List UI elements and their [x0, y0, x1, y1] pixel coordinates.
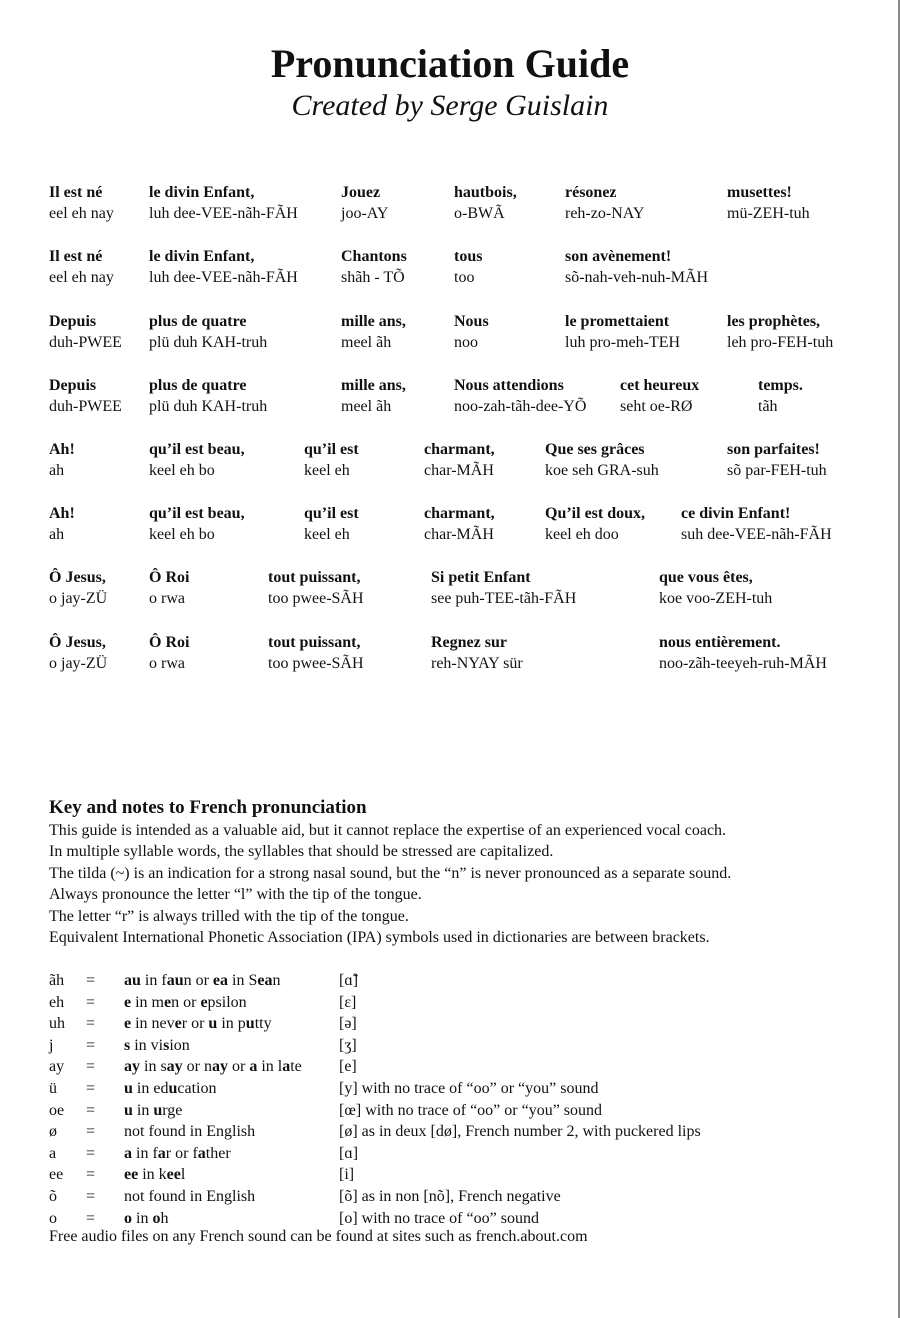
example-highlight: e — [164, 993, 172, 1011]
lyric-phrase — [149, 183, 298, 224]
lyric-phrase — [268, 633, 364, 674]
example-highlight: a — [197, 1144, 206, 1162]
symbol-row — [49, 970, 869, 992]
lyric-phrase — [454, 183, 517, 224]
phonetic-text: luh pro-meh-TEH — [565, 334, 681, 351]
example-highlight: o — [124, 1209, 132, 1227]
example-text: in — [132, 1209, 153, 1227]
lyric-phrase — [49, 247, 114, 288]
phonetic-text: too pwee-SÃH — [268, 590, 364, 607]
french-text: son avènement! — [565, 248, 672, 265]
lyric-phrase — [49, 633, 107, 674]
lyric-phrase — [727, 183, 810, 224]
french-text: Si petit Enfant — [431, 569, 531, 586]
lyric-phrase — [758, 376, 803, 417]
lyric-phrase — [431, 633, 523, 674]
phonetic-text: char-MÃH — [424, 526, 494, 543]
ipa-symbol: [y] with no trace of “oo” or “you” sound — [339, 1079, 599, 1097]
symbol-row — [49, 1013, 869, 1035]
key-note: Always pronounce the letter “l” with the tip of the tongue. — [49, 886, 422, 904]
symbol: j — [49, 1036, 54, 1054]
lyric-phrase — [454, 247, 482, 288]
lyric-phrase — [565, 312, 680, 353]
key-note: This guide is intended as a valuable aid, but it cannot replace the expertise of an experienced vocal coach. — [49, 822, 727, 839]
lyric-phrase — [659, 568, 772, 609]
symbol: õ — [49, 1187, 57, 1205]
lyric-phrase — [149, 247, 298, 288]
lyric-phrase — [49, 568, 107, 609]
example-highlight: u — [124, 1101, 133, 1119]
key-note: The tilda (~) is an indication for a strong nasal sound, but the “n” is never pronounced as a separate sound. — [49, 864, 732, 882]
french-text: musettes! — [727, 184, 792, 201]
french-text: Depuis — [49, 313, 97, 330]
lyric-phrase — [565, 183, 644, 224]
example-highlight: a — [157, 1144, 166, 1162]
example-highlight: a — [282, 1058, 291, 1076]
ipa-symbol: [ɑ̃] — [339, 972, 359, 989]
french-text: temps. — [758, 377, 803, 394]
example-text: in m — [131, 993, 164, 1011]
french-text: Ô Roi — [149, 569, 190, 586]
example-text: ther — [205, 1144, 231, 1162]
lyric-phrase — [149, 633, 189, 674]
key-note: The letter “r” is always trilled with the tip of the tongue. — [49, 907, 409, 925]
lyric-phrase — [304, 504, 359, 545]
example-text: l — [180, 1166, 186, 1184]
phonetic-text: plü duh KAH-truh — [149, 398, 268, 415]
example-highlight: au — [124, 972, 141, 989]
phonetic-text: sõ-nah-veh-nuh-MÃH — [565, 269, 709, 286]
lyric-phrase — [341, 247, 407, 288]
lyric-phrase — [620, 376, 699, 417]
equals-sign: = — [86, 1187, 96, 1205]
lyric-phrase — [149, 312, 267, 353]
french-text: charmant, — [424, 505, 495, 522]
equals-sign: = — [86, 1166, 96, 1184]
example-highlight: ee — [166, 1166, 181, 1184]
lyric-phrase — [424, 440, 495, 481]
phonetic-text: meel ãh — [341, 334, 392, 351]
symbol-table — [49, 970, 869, 1229]
phonetic-text: noo — [454, 334, 478, 351]
french-text: Ô Jesus, — [49, 569, 106, 586]
example-text: in ed — [132, 1079, 169, 1097]
phonetic-text: o rwa — [149, 590, 185, 607]
phonetic-text: leh pro-FEH-tuh — [727, 334, 834, 351]
example-highlight: u — [124, 1079, 133, 1097]
phonetic-text: duh-PWEE — [49, 398, 122, 415]
lyric-phrase — [49, 440, 75, 481]
phonetic-text: noo-zãh-teeyeh-ruh-MÃH — [659, 655, 827, 672]
symbol-row — [49, 1164, 869, 1186]
symbol: ü — [49, 1079, 57, 1097]
lyric-phrase — [545, 440, 659, 481]
key-note: In multiple syllable words, the syllables that should be stressed are capitalized. — [49, 843, 554, 861]
phonetic-text: reh-NYAY sür — [431, 655, 523, 672]
french-text: plus de quatre — [149, 313, 247, 330]
lyric-phrase — [49, 376, 122, 417]
lyric-phrase — [681, 504, 832, 545]
equals-sign: = — [86, 1036, 96, 1054]
phonetic-text: sõ par-FEH-tuh — [727, 462, 827, 479]
example-highlight: e — [124, 993, 132, 1011]
symbol: o — [49, 1209, 57, 1227]
example-text: in f — [140, 972, 167, 989]
example-text: ion — [169, 1036, 190, 1054]
french-text: charmant, — [424, 441, 495, 458]
phonetic-text: keel eh doo — [545, 526, 619, 543]
example-text: in s — [140, 1058, 167, 1076]
example-text: in p — [217, 1015, 246, 1033]
phonetic-text: o jay-ZÜ — [49, 655, 108, 672]
equals-sign: = — [86, 1209, 96, 1227]
example-highlight: ay — [124, 1058, 140, 1076]
lyric-phrase — [454, 312, 489, 353]
phonetic-text: too — [454, 269, 475, 286]
phonetic-text: meel ãh — [341, 398, 392, 415]
example-text: in — [132, 1101, 154, 1119]
equals-sign: = — [86, 1144, 96, 1162]
symbol: ee — [49, 1166, 64, 1184]
french-text: Jouez — [341, 184, 381, 201]
symbol-row — [49, 992, 869, 1014]
example-highlight: ea — [212, 972, 229, 989]
example-text: cation — [177, 1079, 217, 1097]
ipa-symbol: [œ] with no trace of “oo” or “you” sound — [339, 1101, 603, 1119]
english-example — [124, 1143, 231, 1165]
page-subtitle: Created by Serge Guislain — [291, 89, 609, 122]
phonetic-text: keel eh — [304, 462, 350, 479]
lyric-phrase — [149, 504, 245, 545]
phonetic-text: seht oe-RØ — [620, 398, 693, 415]
french-text: qu’il est — [304, 441, 359, 458]
lyric-phrase — [304, 440, 359, 481]
example-text: in k — [138, 1166, 167, 1184]
example-text: n — [272, 972, 281, 989]
symbol: ãh — [49, 972, 65, 989]
phonetic-text: shãh - TÕ — [341, 269, 405, 286]
equals-sign: = — [86, 1101, 96, 1119]
french-text: Il est né — [49, 184, 103, 201]
symbol-row — [49, 1186, 869, 1208]
phonetic-text: see puh-TEE-tãh-FÃH — [431, 590, 577, 607]
symbol-row — [49, 1078, 869, 1100]
example-text: not found in English — [124, 1123, 256, 1141]
example-highlight: u — [153, 1101, 163, 1119]
ipa-symbol: [e] — [339, 1058, 357, 1076]
example-text: n or — [183, 972, 213, 989]
french-text: Chantons — [341, 248, 407, 265]
lyric-phrase — [341, 376, 406, 417]
symbol: eh — [49, 993, 65, 1011]
french-text: tout puissant, — [268, 569, 361, 586]
english-example — [124, 1186, 255, 1208]
phonetic-text: too pwee-SÃH — [268, 655, 364, 672]
phonetic-text: suh dee-VEE-nãh-FÃH — [681, 526, 832, 543]
example-text: tty — [254, 1015, 272, 1033]
lyric-phrase — [727, 440, 827, 481]
lyric-phrase — [424, 504, 495, 545]
lyric-phrase — [341, 183, 388, 224]
french-text: Ô Jesus, — [49, 634, 106, 651]
example-highlight: ea — [257, 972, 273, 989]
english-example — [124, 1056, 302, 1078]
key-section — [49, 796, 869, 948]
symbol: a — [49, 1144, 57, 1162]
english-example — [124, 1035, 190, 1057]
french-text: Ô Roi — [149, 634, 190, 651]
example-text: n or — [171, 993, 201, 1011]
lyric-phrase — [454, 376, 586, 417]
french-text: Depuis — [49, 377, 97, 394]
phonetic-text: luh dee-VEE-nãh-FÃH — [149, 269, 298, 286]
phonetic-text: tãh — [758, 398, 778, 415]
ipa-symbol: [ø] as in deux [dø], French number 2, with puckered lips — [339, 1123, 701, 1141]
french-text: qu’il est beau, — [149, 441, 245, 458]
french-text: son parfaites! — [727, 441, 820, 458]
phonetic-text: plü duh KAH-truh — [149, 334, 268, 351]
english-example — [124, 1121, 255, 1143]
phonetic-text: ah — [49, 462, 65, 479]
example-highlight: a — [124, 1144, 132, 1162]
footer-note: Free audio files on any French sound can be found at sites such as french.about.com — [49, 1228, 588, 1245]
lyric-phrase — [49, 183, 114, 224]
symbol-row — [49, 1056, 869, 1078]
equals-sign: = — [86, 1079, 96, 1097]
french-text: le divin Enfant, — [149, 248, 255, 265]
ipa-symbol: [i] — [339, 1166, 355, 1184]
phonetic-text: ah — [49, 526, 65, 543]
phonetic-text: keel eh bo — [149, 526, 215, 543]
example-highlight: s — [163, 1036, 170, 1054]
symbol: ay — [49, 1058, 65, 1076]
symbol-row — [49, 1035, 869, 1057]
french-text: tout puissant, — [268, 634, 361, 651]
example-highlight: e — [124, 1015, 132, 1033]
phonetic-text: koe seh GRA-suh — [545, 462, 659, 479]
equals-sign: = — [86, 993, 96, 1011]
example-text: in l — [257, 1058, 283, 1076]
french-text: plus de quatre — [149, 377, 247, 394]
phonetic-text: mü-ZEH-tuh — [727, 205, 810, 222]
english-example — [124, 1100, 182, 1122]
phonetic-text: joo-AY — [341, 205, 389, 222]
lyric-phrase — [545, 504, 645, 545]
english-example — [124, 970, 280, 992]
lyric-phrase — [149, 376, 267, 417]
french-text: ce divin Enfant! — [681, 505, 791, 522]
lyric-phrase — [49, 504, 75, 545]
example-highlight: u — [208, 1015, 218, 1033]
symbol: ø — [49, 1123, 57, 1141]
example-highlight: au — [166, 972, 184, 989]
lyric-phrase — [149, 440, 245, 481]
french-text: mille ans, — [341, 313, 406, 330]
symbol-row — [49, 1143, 869, 1165]
french-text: Il est né — [49, 248, 103, 265]
symbol: oe — [49, 1101, 65, 1119]
example-highlight: u — [245, 1015, 255, 1033]
french-text: Qu’il est doux, — [545, 505, 646, 522]
example-text: h — [160, 1209, 169, 1227]
french-text: Nous — [454, 313, 489, 330]
example-text: rge — [162, 1101, 183, 1119]
french-text: Ah! — [49, 505, 75, 522]
phonetic-text: noo-zah-tãh-dee-YÕ — [454, 398, 587, 415]
example-highlight: e — [174, 1015, 182, 1033]
example-text: not found in English — [124, 1187, 256, 1205]
ipa-symbol: [ɑ] — [339, 1144, 359, 1162]
equals-sign: = — [86, 1123, 96, 1141]
french-text: qu’il est beau, — [149, 505, 245, 522]
lyric-phrase — [727, 312, 833, 353]
equals-sign: = — [86, 972, 96, 989]
french-text: tous — [454, 248, 483, 265]
french-text: Regnez sur — [431, 634, 507, 651]
example-text: or — [228, 1058, 250, 1076]
lyric-phrase — [268, 568, 364, 609]
example-highlight: ee — [124, 1166, 139, 1184]
example-text: te — [290, 1058, 302, 1076]
french-text: le divin Enfant, — [149, 184, 255, 201]
lyric-phrase — [431, 568, 576, 609]
french-text: le promettaient — [565, 313, 670, 330]
lyric-phrase — [659, 633, 827, 674]
french-text: que vous êtes, — [659, 569, 753, 586]
example-text: in nev — [131, 1015, 175, 1033]
equals-sign: = — [86, 1058, 96, 1076]
french-text: Que ses grâces — [545, 441, 645, 458]
example-highlight: o — [152, 1209, 161, 1227]
french-text: nous entièrement. — [659, 634, 781, 651]
lyric-phrase — [49, 312, 122, 353]
phonetic-text: duh-PWEE — [49, 334, 122, 351]
phonetic-text: char-MÃH — [424, 462, 494, 479]
example-text: in vi — [130, 1036, 164, 1054]
french-text: mille ans, — [341, 377, 406, 394]
french-text: hautbois, — [454, 184, 517, 201]
english-example — [124, 1013, 272, 1035]
symbol-row — [49, 1121, 869, 1143]
example-highlight: ay — [212, 1058, 228, 1076]
ipa-symbol: [o] with no trace of “oo” sound — [339, 1209, 539, 1227]
key-note: Equivalent International Phonetic Association (IPA) symbols used in dictionaries are between brackets. — [49, 929, 710, 947]
phonetic-text: o rwa — [149, 655, 185, 672]
french-text: Nous attendions — [454, 377, 564, 394]
symbol: uh — [49, 1015, 65, 1033]
english-example — [124, 1078, 216, 1100]
example-text: in S — [228, 972, 258, 989]
page-title: Pronunciation Guide — [270, 41, 630, 86]
example-highlight: s — [124, 1036, 131, 1054]
phonetic-text: keel eh bo — [149, 462, 215, 479]
ipa-symbol: [ɛ] — [339, 993, 357, 1011]
example-highlight: a — [249, 1058, 258, 1076]
ipa-symbol: [ə] — [339, 1015, 357, 1033]
ipa-symbol: [ʒ] — [339, 1036, 357, 1054]
phonetic-text: o jay-ZÜ — [49, 590, 108, 607]
phonetic-text: luh dee-VEE-nãh-FÃH — [149, 205, 298, 222]
equals-sign: = — [86, 1015, 96, 1033]
english-example — [124, 992, 247, 1014]
french-text: qu’il est — [304, 505, 359, 522]
key-heading: Key and notes to French pronunciation — [49, 797, 367, 818]
phonetic-text: o-BWÃ — [454, 205, 505, 222]
example-text: psilon — [207, 993, 247, 1011]
phonetic-text: eel eh nay — [49, 205, 114, 222]
example-highlight: ay — [166, 1058, 183, 1076]
french-text: résonez — [565, 184, 617, 201]
lyric-phrase — [565, 247, 708, 288]
lyric-phrase — [341, 312, 406, 353]
phonetic-text: koe voo-ZEH-tuh — [659, 590, 773, 607]
phonetic-text: eel eh nay — [49, 269, 114, 286]
english-example — [124, 1164, 185, 1186]
example-text: in f — [132, 1144, 158, 1162]
phonetic-text: keel eh — [304, 526, 350, 543]
example-text: r or — [181, 1015, 209, 1033]
example-text: r or f — [165, 1144, 198, 1162]
phonetic-text: reh-zo-NAY — [565, 205, 645, 222]
example-highlight: e — [200, 993, 208, 1011]
french-text: les prophètes, — [727, 313, 821, 330]
example-text: or n — [182, 1058, 212, 1076]
french-text: cet heureux — [620, 377, 700, 394]
symbol-row — [49, 1100, 869, 1122]
ipa-symbol: [õ] as in non [nõ], French negative — [339, 1187, 561, 1205]
lyric-phrase — [149, 568, 189, 609]
example-highlight: u — [168, 1079, 178, 1097]
french-text: Ah! — [49, 441, 75, 458]
